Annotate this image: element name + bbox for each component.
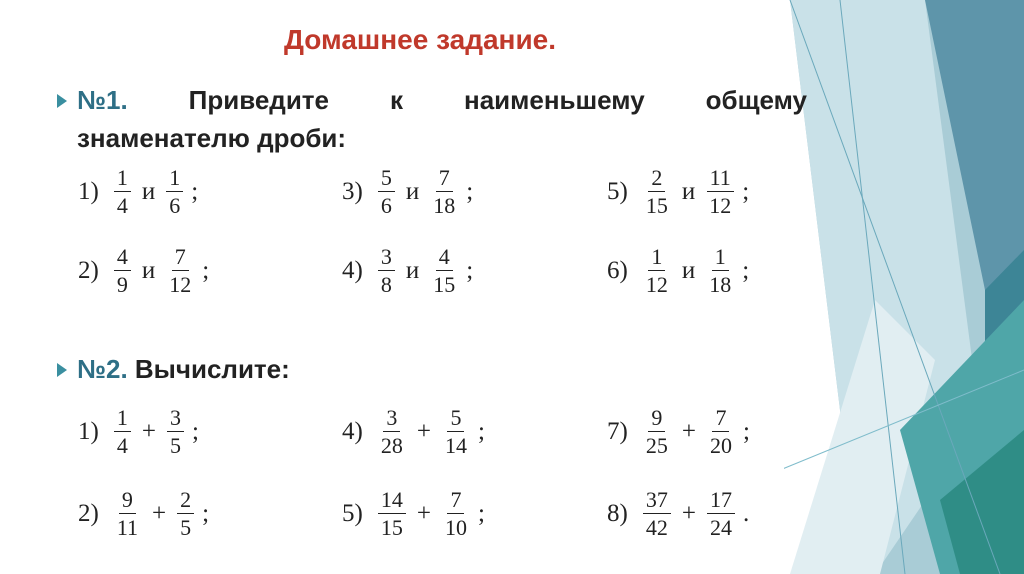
task2-line bbox=[77, 354, 290, 385]
fraction bbox=[707, 406, 735, 457]
fraction bbox=[114, 245, 131, 296]
fraction-numerator: 14 bbox=[378, 488, 406, 514]
fraction-denominator: 18 bbox=[709, 272, 732, 298]
fraction bbox=[442, 406, 470, 457]
plus-operator: + bbox=[416, 499, 431, 527]
exercise-index: 1) bbox=[78, 417, 99, 445]
fraction bbox=[442, 488, 470, 539]
fraction bbox=[643, 245, 671, 296]
exercise-end-mark: ; bbox=[466, 177, 474, 205]
fraction-numerator: 4 bbox=[436, 245, 453, 271]
fraction bbox=[378, 245, 395, 296]
exercise-index: 6) bbox=[607, 256, 628, 284]
task1-word: Приведите bbox=[188, 85, 329, 115]
task1-line1 bbox=[77, 85, 807, 116]
plus-operator: + bbox=[152, 499, 167, 527]
fraction bbox=[114, 488, 141, 539]
exercise-index: 3) bbox=[342, 177, 363, 205]
task2-text: Вычислите: bbox=[134, 354, 290, 384]
exercise-index: 2) bbox=[78, 256, 99, 284]
fraction-numerator: 2 bbox=[177, 488, 194, 514]
conjunction-word: и bbox=[405, 256, 420, 284]
fraction bbox=[378, 488, 406, 539]
fraction-numerator: 17 bbox=[707, 488, 735, 514]
exercise-end-mark: ; bbox=[191, 417, 199, 445]
fraction-numerator: 11 bbox=[707, 166, 734, 192]
fraction-denominator: 8 bbox=[380, 272, 392, 298]
task2-exercise bbox=[342, 488, 485, 539]
conjunction-word: и bbox=[681, 177, 696, 205]
fraction-numerator: 2 bbox=[648, 166, 665, 192]
fraction-denominator: 20 bbox=[709, 433, 732, 459]
fraction-numerator: 5 bbox=[447, 406, 464, 432]
fraction-numerator: 7 bbox=[712, 406, 729, 432]
fraction-numerator: 1 bbox=[114, 166, 131, 192]
fraction-denominator: 14 bbox=[444, 433, 467, 459]
fraction-denominator: 9 bbox=[116, 272, 128, 298]
task1-exercise bbox=[78, 245, 209, 296]
conjunction-word: и bbox=[141, 256, 156, 284]
task2-exercise bbox=[342, 406, 485, 457]
fraction-numerator: 9 bbox=[119, 488, 136, 514]
fraction-denominator: 15 bbox=[433, 272, 456, 298]
exercise-index: 5) bbox=[607, 177, 628, 205]
exercise-index: 4) bbox=[342, 256, 363, 284]
fraction-denominator: 28 bbox=[380, 433, 403, 459]
task1-exercise bbox=[78, 166, 198, 217]
task1-exercise bbox=[342, 245, 473, 296]
fraction bbox=[706, 166, 734, 217]
fraction-numerator: 3 bbox=[167, 406, 184, 432]
plus-operator: + bbox=[416, 417, 431, 445]
fraction-numerator: 1 bbox=[166, 166, 183, 192]
exercise-end-mark: ; bbox=[202, 256, 210, 284]
fraction-denominator: 5 bbox=[169, 433, 181, 459]
fraction-numerator: 3 bbox=[378, 245, 395, 271]
task1-number: №1. bbox=[77, 85, 128, 115]
plus-operator: + bbox=[141, 417, 156, 445]
exercise-index: 4) bbox=[342, 417, 363, 445]
fraction-denominator: 6 bbox=[169, 193, 181, 219]
fraction-denominator: 12 bbox=[169, 272, 192, 298]
fraction bbox=[177, 488, 194, 539]
exercise-end-mark: ; bbox=[477, 417, 485, 445]
fraction bbox=[643, 406, 671, 457]
fraction-numerator: 9 bbox=[648, 406, 665, 432]
fraction-denominator: 10 bbox=[444, 515, 467, 541]
exercise-index: 5) bbox=[342, 499, 363, 527]
task1-exercise bbox=[607, 166, 749, 217]
fraction bbox=[114, 406, 131, 457]
fraction bbox=[706, 245, 734, 296]
fraction-numerator: 1 bbox=[648, 245, 665, 271]
exercise-end-mark: ; bbox=[742, 417, 750, 445]
task1-exercise bbox=[342, 166, 473, 217]
task1-line2: знаменателю дроби: bbox=[77, 123, 347, 153]
task2-exercise bbox=[607, 406, 750, 457]
fraction-numerator: 5 bbox=[378, 166, 395, 192]
exercise-index: 1) bbox=[78, 177, 99, 205]
fraction-denominator: 12 bbox=[645, 272, 668, 298]
fraction bbox=[643, 166, 671, 217]
exercise-end-mark: ; bbox=[202, 499, 210, 527]
triangle-bullet-icon bbox=[57, 94, 67, 108]
exercise-end-mark: ; bbox=[466, 256, 474, 284]
triangle-bullet-icon bbox=[57, 363, 67, 377]
task2-number: №2. bbox=[77, 354, 128, 384]
task1-exercise bbox=[607, 245, 749, 296]
plus-operator: + bbox=[681, 417, 696, 445]
page-title: Домашнее задание. bbox=[283, 24, 557, 55]
fraction-denominator: 11 bbox=[116, 515, 139, 541]
exercise-end-mark: ; bbox=[477, 499, 485, 527]
fraction-numerator: 3 bbox=[383, 406, 400, 432]
task2-exercise bbox=[78, 406, 199, 457]
exercise-index: 7) bbox=[607, 417, 628, 445]
fraction-denominator: 15 bbox=[380, 515, 403, 541]
fraction-denominator: 4 bbox=[116, 193, 128, 219]
exercise-end-mark: . bbox=[742, 499, 750, 527]
exercise-end-mark: ; bbox=[742, 256, 750, 284]
fraction-numerator: 1 bbox=[114, 406, 131, 432]
fraction-denominator: 42 bbox=[645, 515, 668, 541]
fraction bbox=[166, 245, 194, 296]
task1-word: общему bbox=[705, 85, 807, 115]
fraction-denominator: 4 bbox=[116, 433, 128, 459]
conjunction-word: и bbox=[141, 177, 156, 205]
exercise-index: 8) bbox=[607, 499, 628, 527]
fraction bbox=[643, 488, 671, 539]
fraction-numerator: 1 bbox=[712, 245, 729, 271]
fraction bbox=[166, 166, 183, 217]
exercise-end-mark: ; bbox=[191, 177, 199, 205]
task2-exercise bbox=[607, 488, 749, 539]
fraction-numerator: 7 bbox=[436, 166, 453, 192]
task2-exercise bbox=[78, 488, 209, 539]
conjunction-word: и bbox=[405, 177, 420, 205]
fraction-numerator: 7 bbox=[447, 488, 464, 514]
fraction-denominator: 24 bbox=[709, 515, 732, 541]
fraction bbox=[430, 166, 458, 217]
fraction-numerator: 4 bbox=[114, 245, 131, 271]
fraction bbox=[430, 245, 458, 296]
fraction bbox=[378, 406, 406, 457]
fraction-denominator: 5 bbox=[180, 515, 192, 541]
fraction-denominator: 25 bbox=[645, 433, 668, 459]
fraction bbox=[707, 488, 735, 539]
fraction-numerator: 37 bbox=[643, 488, 671, 514]
fraction bbox=[114, 166, 131, 217]
task1-word: к bbox=[389, 85, 403, 115]
plus-operator: + bbox=[681, 499, 696, 527]
fraction-numerator: 7 bbox=[172, 245, 189, 271]
conjunction-word: и bbox=[681, 256, 696, 284]
fraction-denominator: 18 bbox=[433, 193, 456, 219]
fraction-denominator: 6 bbox=[380, 193, 392, 219]
task1-word: наименьшему bbox=[463, 85, 645, 115]
exercise-index: 2) bbox=[78, 499, 99, 527]
fraction-denominator: 15 bbox=[645, 193, 668, 219]
fraction bbox=[378, 166, 395, 217]
exercise-end-mark: ; bbox=[742, 177, 750, 205]
fraction-denominator: 12 bbox=[709, 193, 732, 219]
fraction bbox=[167, 406, 184, 457]
